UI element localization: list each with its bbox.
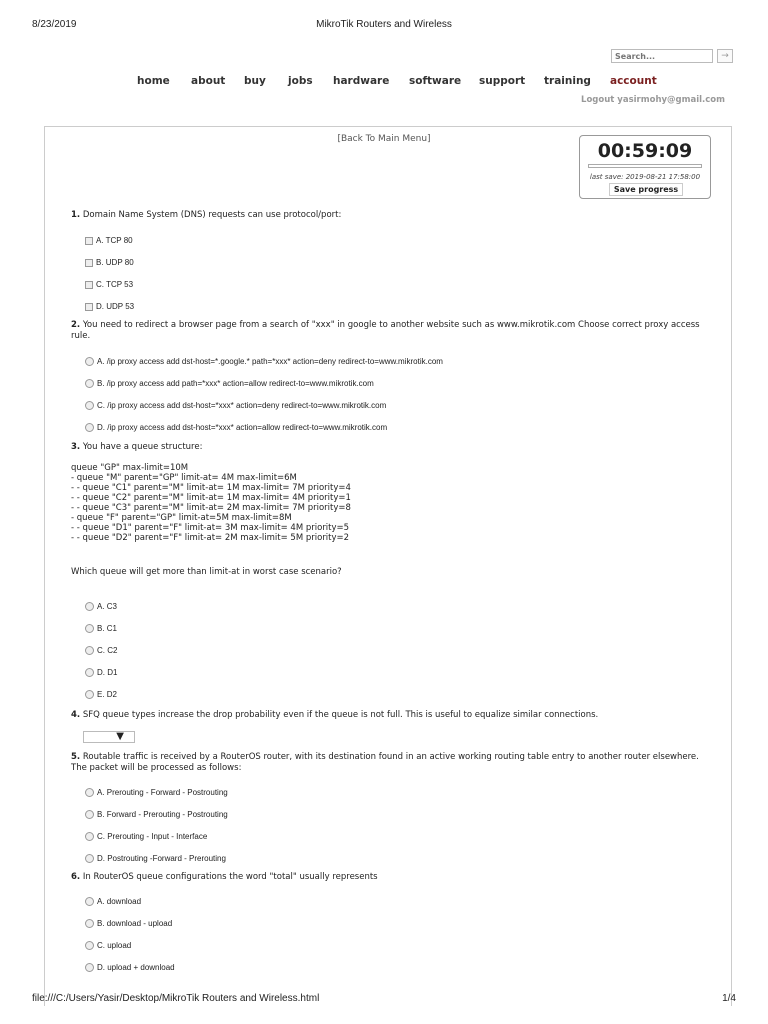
nav-account[interactable]: account xyxy=(610,75,657,87)
q5-option-d[interactable]: D. Postrouting -Forward - Prerouting xyxy=(85,854,226,863)
timer-progress-bar xyxy=(588,164,702,168)
dropdown-arrow-icon: ▼ xyxy=(116,731,124,742)
radio[interactable] xyxy=(85,897,94,906)
checkbox[interactable] xyxy=(85,237,93,245)
nav-about[interactable]: about xyxy=(191,75,226,87)
save-progress-button[interactable]: Save progress xyxy=(609,183,683,196)
queue-structure-line: - - queue "D1" parent="F" limit-at= 3M max-limit= 4M priority=5 xyxy=(71,523,350,533)
q4-true-false-select[interactable] xyxy=(83,731,135,743)
q2-option-d[interactable]: D. /ip proxy access add dst-host=*xxx* action=allow redirect-to=www.mikrotik.com xyxy=(85,423,387,432)
q3-option-b[interactable]: B. C1 xyxy=(85,624,117,633)
queue-structure-line: - - queue "C2" parent="M" limit-at= 1M max-limit= 4M priority=1 xyxy=(71,493,351,503)
q2-option-a[interactable]: A. /ip proxy access add dst-host=*.google.* path=*xxx* action=deny redirect-to=www.mikrotik.com xyxy=(85,357,443,366)
q5-option-a[interactable]: A. Prerouting - Forward - Postrouting xyxy=(85,788,228,797)
question-6: 6. In RouterOS queue configurations the word "total" usually represents xyxy=(71,872,378,882)
question-1: 1. Domain Name System (DNS) requests can use protocol/port: xyxy=(71,210,342,220)
nav-support[interactable]: support xyxy=(479,75,526,87)
radio[interactable] xyxy=(85,624,94,633)
q6-option-b[interactable]: B. download - upload xyxy=(85,919,172,928)
radio[interactable] xyxy=(85,788,94,797)
last-save-text: last save: 2019-08-21 17:58:00 xyxy=(589,173,701,181)
print-title: MikroTik Routers and Wireless xyxy=(316,19,452,30)
nav-jobs[interactable]: jobs xyxy=(288,75,313,87)
search-button[interactable]: → xyxy=(717,49,733,63)
q6-option-a[interactable]: A. download xyxy=(85,897,141,906)
radio[interactable] xyxy=(85,357,94,366)
q3-option-a[interactable]: A. C3 xyxy=(85,602,117,611)
radio[interactable] xyxy=(85,379,94,388)
question-3-followup: Which queue will get more than limit-at in worst case scenario? xyxy=(71,567,342,577)
checkbox[interactable] xyxy=(85,259,93,267)
radio[interactable] xyxy=(85,832,94,841)
q2-option-c[interactable]: C. /ip proxy access add dst-host=*xxx* action=deny redirect-to=www.mikrotik.com xyxy=(85,401,386,410)
question-2: 2. You need to redirect a browser page from a search of "xxx" in google to another website such as www.mikrotik.com Choose correct proxy access rule. xyxy=(71,320,700,341)
radio[interactable] xyxy=(85,401,94,410)
nav-software[interactable]: software xyxy=(409,75,462,87)
radio[interactable] xyxy=(85,668,94,677)
queue-structure-line: - queue "M" parent="GP" limit-at= 4M max-limit=6M xyxy=(71,473,297,483)
radio[interactable] xyxy=(85,602,94,611)
radio[interactable] xyxy=(85,646,94,655)
back-to-main-menu-link[interactable]: [Back To Main Menu] xyxy=(337,134,431,144)
radio[interactable] xyxy=(85,690,94,699)
radio[interactable] xyxy=(85,963,94,972)
q3-option-e[interactable]: E. D2 xyxy=(85,690,117,699)
q5-option-c[interactable]: C. Prerouting - Input - Interface xyxy=(85,832,207,841)
q6-option-d[interactable]: D. upload + download xyxy=(85,963,175,972)
radio[interactable] xyxy=(85,423,94,432)
nav-buy[interactable]: buy xyxy=(244,75,266,87)
queue-structure-line: - - queue "D2" parent="F" limit-at= 2M max-limit= 5M priority=2 xyxy=(71,533,350,543)
logout-link[interactable]: Logout yasirmohy@gmail.com xyxy=(581,95,725,105)
radio[interactable] xyxy=(85,919,94,928)
q5-option-b[interactable]: B. Forward - Prerouting - Postrouting xyxy=(85,810,228,819)
queue-structure-line: - queue "F" parent="GP" limit-at=5M max-limit=8M xyxy=(71,513,292,523)
nav-training[interactable]: training xyxy=(544,75,591,87)
radio[interactable] xyxy=(85,941,94,950)
q6-option-c[interactable]: C. upload xyxy=(85,941,131,950)
q1-option-c[interactable]: C. TCP 53 xyxy=(85,280,133,289)
print-date: 8/23/2019 xyxy=(32,19,77,30)
nav-hardware[interactable]: hardware xyxy=(333,75,390,87)
queue-structure-line: - - queue "C1" parent="M" limit-at= 1M max-limit= 7M priority=4 xyxy=(71,483,351,493)
search-input[interactable] xyxy=(611,49,713,63)
print-page-number: 1/4 xyxy=(722,993,736,1004)
q1-option-a[interactable]: A. TCP 80 xyxy=(85,236,133,245)
q2-option-b[interactable]: B. /ip proxy access add path=*xxx* action=allow redirect-to=www.mikrotik.com xyxy=(85,379,374,388)
question-5: 5. Routable traffic is received by a RouterOS router, with its destination found in an active working routing table entry to another router elsewhere. The packet will be processed as follows: xyxy=(71,752,699,773)
queue-structure-line: queue "GP" max-limit=10M xyxy=(71,463,189,473)
question-4: 4. SFQ queue types increase the drop probability even if the queue is not full. This is useful to equalize similar connections. xyxy=(71,710,599,720)
q1-option-b[interactable]: B. UDP 80 xyxy=(85,258,134,267)
q3-option-c[interactable]: C. C2 xyxy=(85,646,117,655)
question-3: 3. You have a queue structure: xyxy=(71,442,203,452)
queue-structure-line: - - queue "C3" parent="M" limit-at= 2M max-limit= 7M priority=8 xyxy=(71,503,351,513)
nav-home[interactable]: home xyxy=(137,75,170,87)
checkbox[interactable] xyxy=(85,281,93,289)
q3-option-d[interactable]: D. D1 xyxy=(85,668,117,677)
radio[interactable] xyxy=(85,854,94,863)
print-file-path: file:///C:/Users/Yasir/Desktop/MikroTik Routers and Wireless.html xyxy=(32,993,320,1004)
radio[interactable] xyxy=(85,810,94,819)
q1-option-d[interactable]: D. UDP 53 xyxy=(85,302,134,311)
timer-box xyxy=(579,135,711,199)
timer-value: 00:59:09 xyxy=(597,140,693,162)
checkbox[interactable] xyxy=(85,303,93,311)
